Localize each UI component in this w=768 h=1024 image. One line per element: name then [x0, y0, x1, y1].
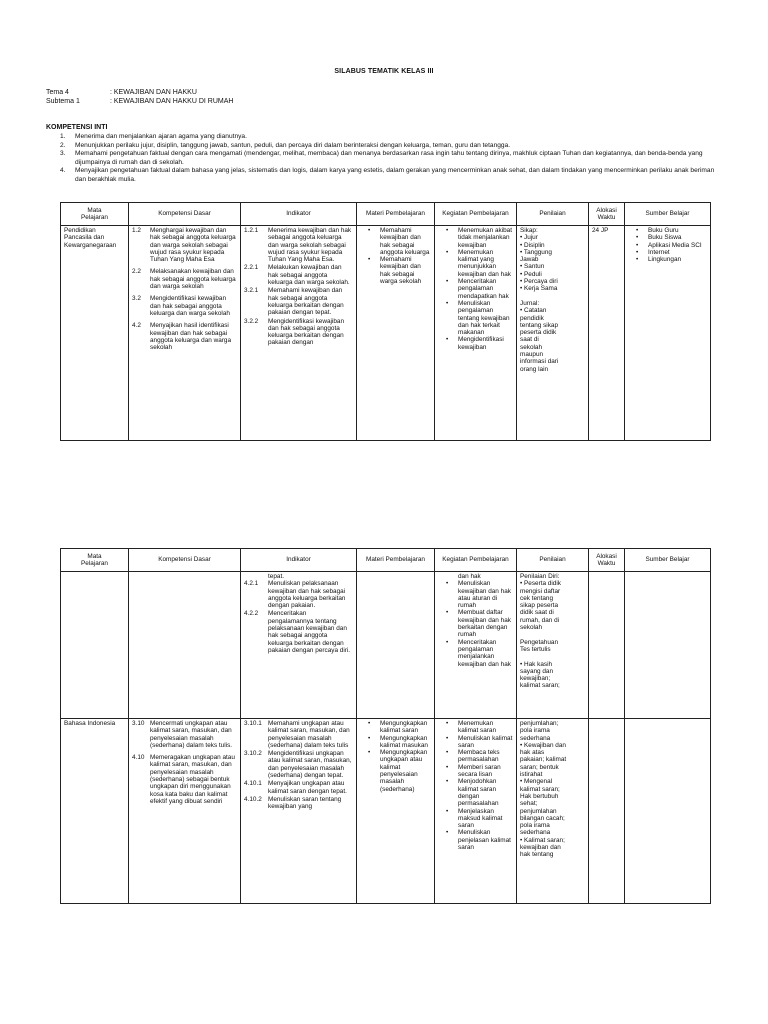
kompetensi-inti-item: 1. Menerima dan menjalankan ajaran agama yang dianutnya. — [60, 133, 247, 140]
cell-alokasi-waktu: 24 JP — [589, 226, 625, 441]
indikator-item: 4.2.1 Menuliskan pelaksanaan kewajiban dan hak sebagai anggota keluarga berkaitan dengan pakaian. — [244, 580, 346, 610]
header-kegiatan: Kegiatan Pembelajaran — [435, 549, 517, 572]
header-materi: Materi Pembelajaran — [357, 203, 435, 226]
header-kompetensi-dasar: Kompetensi Dasar — [129, 549, 241, 572]
indikator-item: 1.2.1 Menerima kewajiban dan hak sebagai anggota keluarga dan warga sekolah sebagai wujud rasa syukur kepada Tuhan Yang Maha Esa. — [244, 227, 352, 264]
cell-mata-pelajaran — [61, 572, 129, 719]
cell-kompetensi-dasar — [129, 226, 241, 441]
kegiatan-item: • Menjodohkan kalimat saran dengan permasalahan — [438, 778, 513, 807]
kegiatan-item: • Membuat daftar kewajiban dan hak berkaitan dengan rumah — [438, 609, 513, 638]
header-materi: Materi Pembelajaran — [357, 549, 435, 572]
header-sumber-belajar: Sumber Belajar — [625, 203, 711, 226]
header-mata-pelajaran: Mata Pelajaran — [61, 549, 129, 572]
cell-materi — [357, 572, 435, 719]
cell-indikator — [241, 226, 357, 441]
kegiatan-item: • Mengidentifikasi kewajiban — [438, 336, 513, 351]
indikator-item: 2.2.1 Melakukan kewajiban dan hak sebagai anggota keluarga dan warga sekolah. — [244, 264, 350, 287]
kegiatan-item: • Menuliskan pengalaman tentang kewajiban dan hak terkait makanan — [438, 300, 513, 336]
indikator-item: 4.10.2 Menuliskan saran tentang kewajiban yang — [244, 795, 342, 811]
cell-indikator — [241, 719, 357, 904]
cell-sumber-belajar — [625, 572, 711, 719]
cell-kompetensi-dasar — [129, 572, 241, 719]
kompetensi-inti-item: 3. Memahami pengetahuan faktual dengan cara mengamati (mendengar, melihat, membaca) dan menanya berdasarkan rasa ingin tahu tentang dirinya, makhluk ciptaan Tuhan dan kegiatannya, dan benda-benda yang dijumpainya di rumah dan di sekolah. — [60, 150, 703, 166]
silabus-table-1 — [60, 202, 711, 441]
kegiatan-continued: dan hak — [458, 573, 481, 580]
cell-mata-pelajaran: Pendidikan Pancasila dan Kewarganegaraan — [61, 226, 129, 441]
header-kegiatan: Kegiatan Pembelajaran — [435, 203, 517, 226]
subtema-label: Subtema 1 — [46, 98, 80, 105]
kegiatan-item: • Menuliskan penjelasan kalimat saran — [438, 829, 513, 851]
subtema-value: : KEWAJIBAN DAN HAKKU DI RUMAH — [110, 98, 234, 105]
kd-item: 4.2 Menyajikan hasil identifikasi kewajiban dan hak sebagai anggota keluarga dan warga sekolah — [132, 322, 232, 352]
table-header-row — [61, 203, 711, 226]
table-row — [61, 226, 711, 441]
cell-alokasi-waktu — [589, 719, 625, 904]
header-sumber-belajar: Sumber Belajar — [625, 549, 711, 572]
kompetensi-inti-item: 2. Menunjukkan perilaku jujur, disiplin, tanggung jawab, santun, peduli, dan percaya diri dalam berinteraksi dengan keluarga, teman, guru dan tetangga. — [60, 141, 511, 149]
kegiatan-item: • Menemukan akibat tidak menjalankan kewajiban — [438, 227, 513, 249]
indikator-item: 3.2.2 Mengidentifikasi kewajiban dan hak sebagai anggota keluarga berkaitan dengan pakaian dengan — [244, 317, 345, 347]
kd-item: 1.2 Menghargai kewajiban dan hak sebagai anggota keluarga dan warga sekolah sebagai wujud rasa syukur kepada Tuhan Yang Maha Esa — [132, 227, 236, 264]
cell-mata-pelajaran: Bahasa Indonesia — [61, 719, 129, 904]
cell-alokasi-waktu — [589, 572, 625, 719]
header-mata-pelajaran: Mata Pelajaran — [61, 203, 129, 226]
materi-item: • Mengungkapkan kalimat masukan — [360, 735, 431, 750]
header-indikator: Indikator — [241, 549, 357, 572]
indikator-item: 3.2.1 Memahami kewajiban dan hak sebagai anggota keluarga berkaitan dengan pakaian dengan tepat. — [244, 287, 344, 317]
indikator-item: 4.2.2 Menceritakan pengalamannya tentang pelaksanaan kewajiban dan hak sebagai anggota keluarga berkaitan dengan pakaian dengan percaya diri. — [244, 610, 351, 654]
kegiatan-item: • Membaca teks permasalahan — [438, 749, 513, 764]
tema-line — [46, 88, 197, 97]
tema-value: : KEWAJIBAN DAN HAKKU — [110, 89, 197, 96]
materi-item: • Mengungkapkan kalimat saran — [360, 720, 431, 735]
cell-sumber-belajar — [625, 719, 711, 904]
materi-item: • Mengungkapkan ungkapan atau kalimat penyelesaian masalah (sederhana) — [360, 749, 431, 793]
sumber-item: • Buku Guru — [628, 227, 707, 234]
indikator-item: 4.10.1 Menyajikan ungkapan atau kalimat saran dengan tepat. — [244, 780, 347, 795]
cell-kegiatan — [435, 719, 517, 904]
kegiatan-item: • Menjelaskan maksud kalimat saran — [438, 808, 513, 830]
kd-item: 4.10 Memeragakan ungkapan atau kalimat saran, masukan, dan penyelesaian masalah (sederhana) sebagai bentuk ungkapan diri menggunakan kosa kata baku dan kalimat efektif yang dibuat sendiri — [132, 754, 235, 805]
subtema-line — [46, 97, 233, 106]
header-penilaian: Penilaian — [517, 203, 589, 226]
header-penilaian: Penilaian — [517, 549, 589, 572]
table-row — [61, 572, 711, 719]
indikator-item: 3.10.2 Mengidentifikasi ungkapan atau kalimat saran, masukan, dan penyelesaian masalah (sederhana) dengan tepat. — [244, 750, 352, 780]
kegiatan-item: • Menceritakan pengalaman mendapatkan hak — [438, 278, 513, 300]
cell-materi — [357, 226, 435, 441]
indikator-continued: tepat. — [268, 573, 284, 580]
header-kompetensi-dasar: Kompetensi Dasar — [129, 203, 241, 226]
header-alokasi-waktu: Alokasi Waktu — [589, 203, 625, 226]
kegiatan-item: • Menuliskan kalimat saran — [438, 735, 513, 750]
table-header-row — [61, 549, 711, 572]
cell-sumber-belajar — [625, 226, 711, 441]
sumber-item: • Buku Siswa — [628, 234, 707, 241]
cell-penilaian: Penilaian Diri: • Peserta didik mengisi daftar cek tentang sikap peserta didik saat di rumah, dan di sekolah Pengetahuan Tes tertulis • Hak kasih sayang dan kewajiban; kalimat saran; — [517, 572, 589, 719]
kompetensi-inti-heading: KOMPETENSI INTI — [46, 124, 108, 131]
header-alokasi-waktu: Alokasi Waktu — [589, 549, 625, 572]
sumber-item: • Aplikasi Media SCI — [628, 242, 707, 249]
cell-penilaian: Sikap: • Jujur • Disiplin • Tanggung Jawab • Santun • Peduli • Percaya diri • Kerja Sama Jurnal: • Catatan pendidik tentang sikap peserta didik saat di sekolah maupun informasi dari orang lain — [517, 226, 589, 441]
materi-item: • Memahami kewajiban dan hak sebagai anggota keluarga — [360, 227, 431, 256]
kd-item: 3.2 Mengidentifikasi kewajiban dan hak sebagai anggota keluarga dan warga sekolah — [132, 295, 230, 317]
cell-indikator — [241, 572, 357, 719]
silabus-table-2 — [60, 548, 711, 904]
sumber-item: • Lingkungan — [628, 256, 707, 263]
kompetensi-inti-list — [60, 133, 722, 184]
sumber-item: • Internet — [628, 249, 707, 256]
cell-materi — [357, 719, 435, 904]
kegiatan-item: • Menuliskan kewajiban dan hak atau aturan di rumah — [438, 580, 513, 609]
materi-item: • Memahami kewajiban dan hak sebagai warga sekolah — [360, 256, 431, 285]
cell-kegiatan — [435, 572, 517, 719]
kompetensi-inti-item: 4. Menyajikan pengetahuan faktual dalam bahasa yang jelas, sistematis dan logis, dalam karya yang estetis, dalam gerakan yang mencerminkan anak sehat, dan dalam tindakan yang mencerminkan perilaku anak beriman dan berakhlak mulia. — [60, 167, 715, 183]
document-title: SILABUS TEMATIK KELAS III — [334, 68, 434, 75]
kegiatan-item: • Menceritakan pengalaman menjalankan kewajiban dan hak — [438, 639, 513, 668]
tema-label: Tema 4 — [46, 89, 69, 96]
kegiatan-item: • Menemukan kalimat yang menunjukkan kewajiban dan hak — [438, 249, 513, 278]
kd-item: 3.10 Mencermati ungkapan atau kalimat saran, masukan, dan penyelesaian masalah (sederhana) dalam teks tulis. — [132, 720, 233, 749]
header-indikator: Indikator — [241, 203, 357, 226]
kd-item: 2.2 Melaksanakan kewajiban dan hak sebagai anggota keluarga dan warga sekolah — [132, 268, 236, 291]
cell-kompetensi-dasar — [129, 719, 241, 904]
kegiatan-item: • Menemukan kalimat saran — [438, 720, 513, 735]
table-row — [61, 719, 711, 904]
indikator-item: 3.10.1 Memahami ungkapan atau kalimat saran, masukan, dan penyelesaian masalah (sederhana) dalam teks tulis — [244, 720, 350, 749]
kegiatan-item: • Memberi saran secara lisan — [438, 764, 513, 779]
cell-kegiatan — [435, 226, 517, 441]
cell-penilaian: penjumlahan; pola irama sederhana • Kewajiban dan hak atas pakaian; kalimat saran; bentuk istirahat • Mengenal kalimat saran; Hak bertubuh sehat; penjumlahan bilangan cacah; pola irama sederhana • Kalimat saran; kewajiban dan hak tentang — [517, 719, 589, 904]
